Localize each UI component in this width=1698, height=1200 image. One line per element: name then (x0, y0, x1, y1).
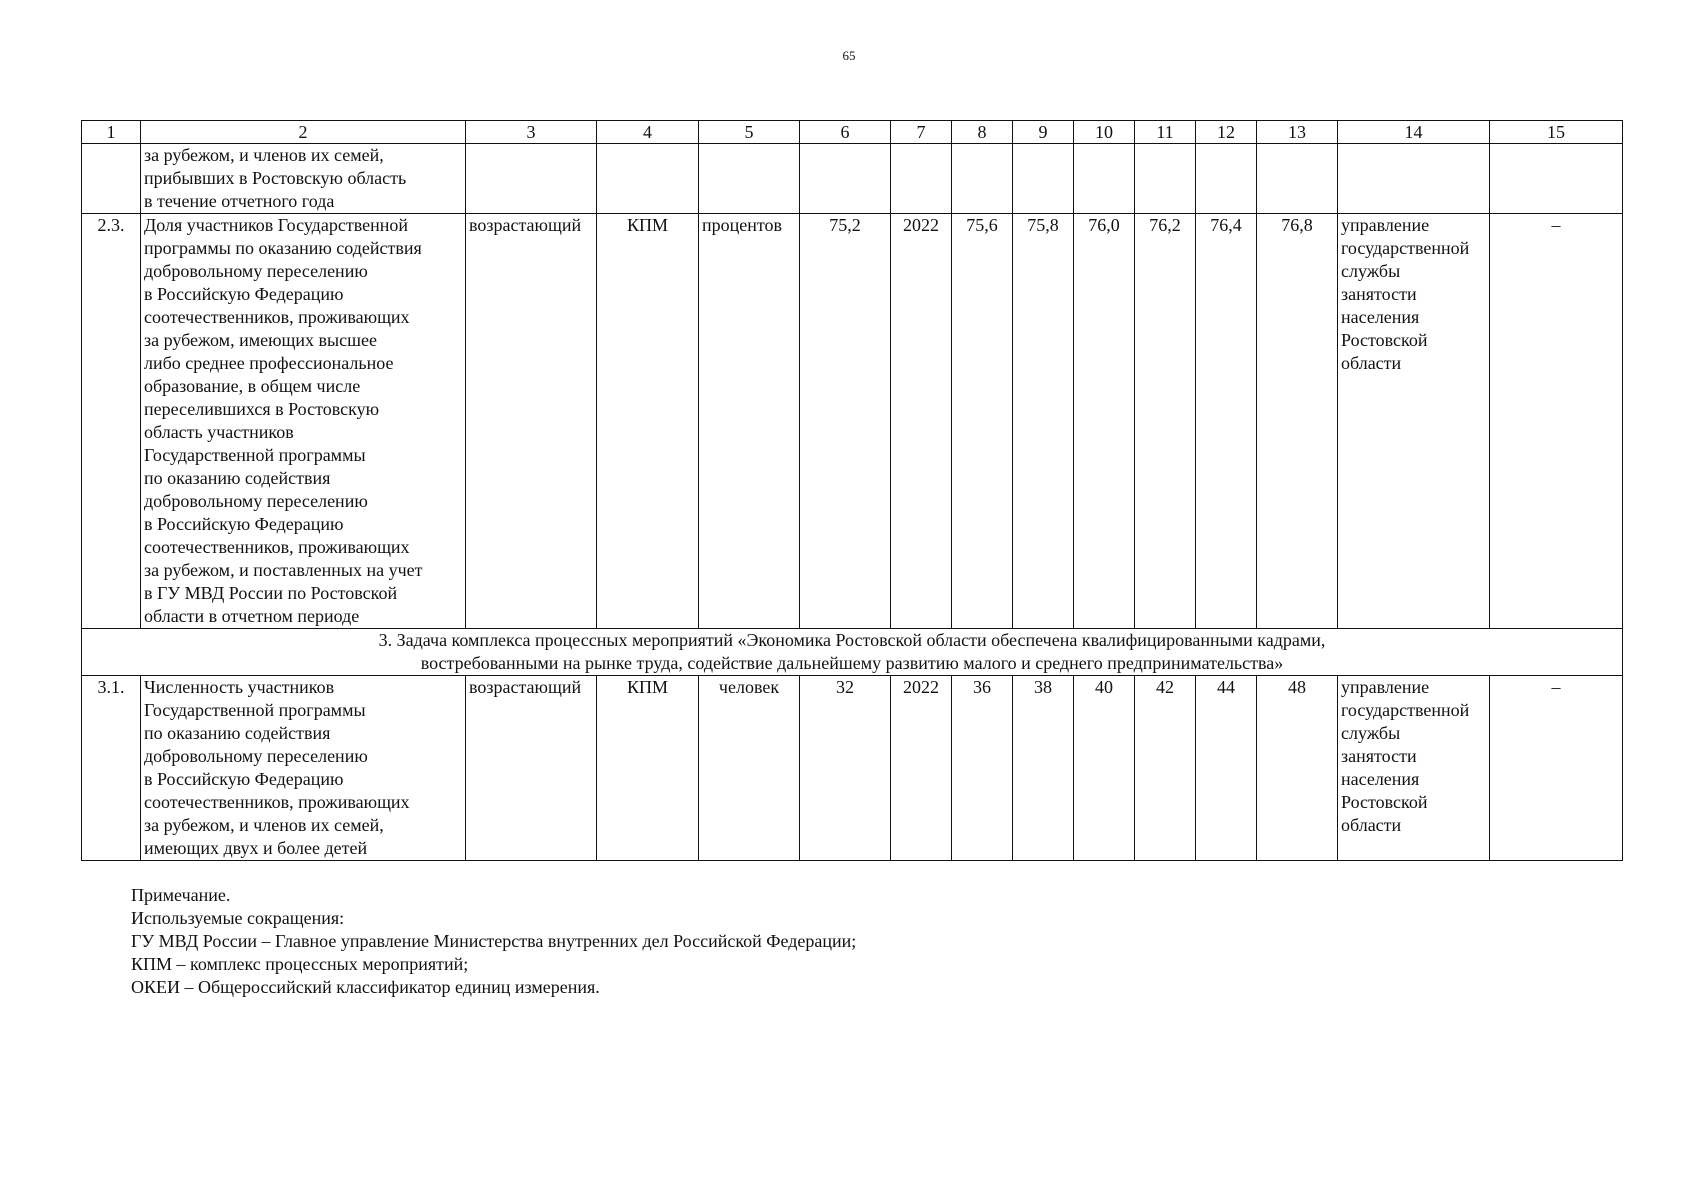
empty-cell (1338, 144, 1490, 214)
table-row-2-3 (82, 214, 1623, 629)
value-col-8-cell: 36 (952, 676, 1013, 861)
empty-cell (699, 144, 800, 214)
indicator-name-cell: Численность участников Государственной программы по оказанию содействия добровольному переселению в Российскую Федерацию соотечественников, проживающих за рубежом, и членов их семей, имеющих двух и более детей (141, 676, 466, 861)
unit-cell: человек (699, 676, 800, 861)
value-col-8-cell: 75,6 (952, 214, 1013, 629)
header-col-9: 9 (1013, 121, 1074, 144)
value-col-12-cell: 76,4 (1196, 214, 1257, 629)
table-row (82, 144, 1623, 214)
empty-cell (952, 144, 1013, 214)
value-col-10-cell: 76,0 (1074, 214, 1135, 629)
note-title: Примечание. (131, 885, 231, 905)
value-col-11-cell: 76,2 (1135, 214, 1196, 629)
value-col-9-cell: 38 (1013, 676, 1074, 861)
indicator-name-cell: за рубежом, и членов их семей, прибывших в Ростовскую область в течение отчетного года (141, 144, 466, 214)
col-15-cell: – (1490, 214, 1623, 629)
trend-cell: возрастающий (466, 214, 597, 629)
note-abbreviation-kpm: КПМ – комплекс процессных мероприятий; (131, 954, 469, 974)
notes-block (131, 884, 856, 999)
header-col-6: 6 (800, 121, 891, 144)
empty-cell (466, 144, 597, 214)
header-col-2: 2 (141, 121, 466, 144)
row-number-cell: 2.3. (82, 214, 141, 629)
level-cell: КПМ (597, 676, 699, 861)
note-abbreviation-gu-mvd: ГУ МВД России – Главное управление Министерства внутренних дел Российской Федерации; (131, 931, 857, 951)
note-abbreviation-okei: ОКЕИ – Общероссийский классификатор единиц измерения. (131, 977, 600, 997)
header-col-7: 7 (891, 121, 952, 144)
header-col-14: 14 (1338, 121, 1490, 144)
note-abbreviations-heading: Используемые сокращения: (131, 908, 345, 928)
value-col-11-cell: 42 (1135, 676, 1196, 861)
row-number-cell: 3.1. (82, 676, 141, 861)
empty-cell (597, 144, 699, 214)
responsible-cell: управление государственной службы занятости населения Ростовской области (1338, 676, 1490, 861)
header-col-12: 12 (1196, 121, 1257, 144)
value-col-13-cell: 48 (1257, 676, 1338, 861)
trend-cell: возрастающий (466, 676, 597, 861)
value-col-12-cell: 44 (1196, 676, 1257, 861)
empty-cell (1196, 144, 1257, 214)
unit-cell: процентов (699, 214, 800, 629)
empty-cell (1490, 144, 1623, 214)
base-year-cell: 2022 (891, 676, 952, 861)
empty-cell (1135, 144, 1196, 214)
header-col-15: 15 (1490, 121, 1623, 144)
page-number: 65 (842, 48, 856, 63)
empty-cell (800, 144, 891, 214)
header-col-8: 8 (952, 121, 1013, 144)
empty-cell (1013, 144, 1074, 214)
value-col-9-cell: 75,8 (1013, 214, 1074, 629)
header-col-10: 10 (1074, 121, 1135, 144)
base-year-cell: 2022 (891, 214, 952, 629)
header-col-5: 5 (699, 121, 800, 144)
header-col-13: 13 (1257, 121, 1338, 144)
level-cell: КПМ (597, 214, 699, 629)
header-col-1: 1 (82, 121, 141, 144)
base-value-cell: 75,2 (800, 214, 891, 629)
section-heading-row (82, 629, 1623, 676)
row-number-cell (82, 144, 141, 214)
responsible-cell: управление государственной службы занятости населения Ростовской области (1338, 214, 1490, 629)
table-row-3-1 (82, 676, 1623, 861)
header-col-11: 11 (1135, 121, 1196, 144)
value-col-10-cell: 40 (1074, 676, 1135, 861)
empty-cell (1257, 144, 1338, 214)
header-col-3: 3 (466, 121, 597, 144)
value-col-13-cell: 76,8 (1257, 214, 1338, 629)
indicator-name-cell: Доля участников Государственной программы по оказанию содействия добровольному переселению в Российскую Федерацию соотечественников, проживающих за рубежом, имеющих высшее либо среднее профессиональное образование, в общем числе переселившихся в Ростовскую область участников Государственной программы по оказанию содействия добровольному переселению в Российскую Федерацию соотечественников, проживающих за рубежом, и поставленных на учет в ГУ МВД России по Ростовской области в отчетном периоде (141, 214, 466, 629)
indicators-table (81, 120, 1623, 861)
table-header-row (82, 121, 1623, 144)
base-value-cell: 32 (800, 676, 891, 861)
empty-cell (1074, 144, 1135, 214)
col-15-cell: – (1490, 676, 1623, 861)
header-col-4: 4 (597, 121, 699, 144)
empty-cell (891, 144, 952, 214)
section-3-heading: 3. Задача комплекса процессных мероприятий «Экономика Ростовской области обеспечена квалифицированными кадрами, востребованными на рынке труда, содействие дальнейшему развитию малого и среднего предпринимательства» (82, 629, 1623, 676)
